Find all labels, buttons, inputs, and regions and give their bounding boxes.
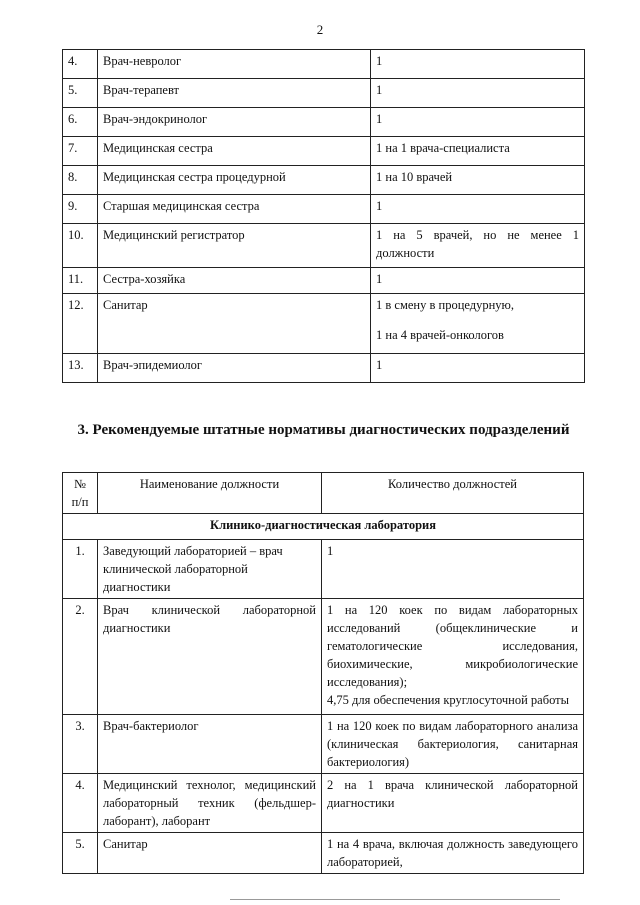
position-name: Санитар [98, 833, 322, 874]
row-number: 8. [63, 166, 98, 195]
position-count: 1 на 120 коек по видам лабораторного анализа (клиническая бактериология, санитарная бактериология) [322, 715, 584, 774]
row-number: 1. [63, 540, 98, 599]
position-count: 1 [322, 540, 584, 599]
position-name: Сестра-хозяйка [98, 268, 371, 294]
scan-edge-line [230, 899, 560, 900]
position-count: 1 на 1 врача-специалиста [371, 137, 585, 166]
table-row [63, 540, 584, 599]
count-line: 1 на 120 коек по видам лабораторных исследований (общеклинические и гематологические исследования, биохимические, микробиологические исследования); [327, 603, 578, 689]
table-row [63, 137, 585, 166]
position-count: 1 [371, 50, 585, 79]
table-row [63, 50, 585, 79]
position-name: Заведующий лабораторией – врач клинической лабораторной диагностики [98, 540, 322, 599]
position-count: 1 [371, 195, 585, 224]
position-count: 2 на 1 врача клинической лабораторной диагностики [322, 774, 584, 833]
column-header-position: Наименование должности [98, 473, 322, 514]
table-row [63, 224, 585, 268]
position-name: Старшая медицинская сестра [98, 195, 371, 224]
count-line: 1 на 4 врачей-онкологов [376, 328, 504, 342]
row-number: 6. [63, 108, 98, 137]
position-name: Медицинская сестра процедурной [98, 166, 371, 195]
table-row [63, 166, 585, 195]
row-number: 4. [63, 774, 98, 833]
row-number: 10. [63, 224, 98, 268]
position-name: Врач-терапевт [98, 79, 371, 108]
subheading-row [63, 514, 584, 540]
row-number: 3. [63, 715, 98, 774]
position-name: Врач-эпидемиолог [98, 354, 371, 383]
lab-subheading: Клинико-диагностическая лаборатория [63, 514, 584, 540]
row-number: 11. [63, 268, 98, 294]
position-count: 1 на 10 врачей [371, 166, 585, 195]
position-count [371, 294, 585, 354]
position-name: Врач-бактериолог [98, 715, 322, 774]
table-row [63, 833, 584, 874]
table-row [63, 715, 584, 774]
position-name: Медицинский технолог, медицинский лабораторный техник (фельдшер-лаборант), лаборант [98, 774, 322, 833]
count-line: 1 в смену в процедурную, [376, 298, 515, 312]
position-name: Врач-невролог [98, 50, 371, 79]
table-row [63, 599, 584, 715]
table-header-row [63, 473, 584, 514]
row-number: 13. [63, 354, 98, 383]
table-row [63, 79, 585, 108]
table-row [63, 354, 585, 383]
column-header-count: Количество должностей [322, 473, 584, 514]
row-number: 4. [63, 50, 98, 79]
row-number: 2. [63, 599, 98, 715]
position-count: 1 [371, 108, 585, 137]
table-row [63, 108, 585, 137]
position-count: 1 на 5 врачей, но не менее 1 должности [371, 224, 585, 268]
row-number: 5. [63, 833, 98, 874]
table-row [63, 774, 584, 833]
position-name: Медицинский регистратор [98, 224, 371, 268]
position-count: 1 на 4 врача, включая должность заведующего лабораторией, [322, 833, 584, 874]
row-number: 5. [63, 79, 98, 108]
row-number: 12. [63, 294, 98, 354]
diagnostic-staffing-table [62, 472, 584, 874]
row-number: 9. [63, 195, 98, 224]
position-name: Врач клинической лабораторной диагностики [98, 599, 322, 715]
position-count [322, 599, 584, 715]
table-row [63, 195, 585, 224]
position-name: Врач-эндокринолог [98, 108, 371, 137]
row-number: 7. [63, 137, 98, 166]
table-row [63, 294, 585, 354]
position-count: 1 [371, 268, 585, 294]
position-count: 1 [371, 79, 585, 108]
position-name: Санитар [98, 294, 371, 354]
count-line: 4,75 для обеспечения круглосуточной работы [327, 693, 570, 707]
page-number: 2 [316, 22, 324, 37]
position-name: Медицинская сестра [98, 137, 371, 166]
section-heading: 3. Рекомендуемые штатные нормативы диагностических подразделений [77, 422, 570, 438]
position-count: 1 [371, 354, 585, 383]
staffing-table-continued [62, 49, 585, 383]
column-header-number: № п/п [63, 473, 98, 514]
table-row [63, 268, 585, 294]
